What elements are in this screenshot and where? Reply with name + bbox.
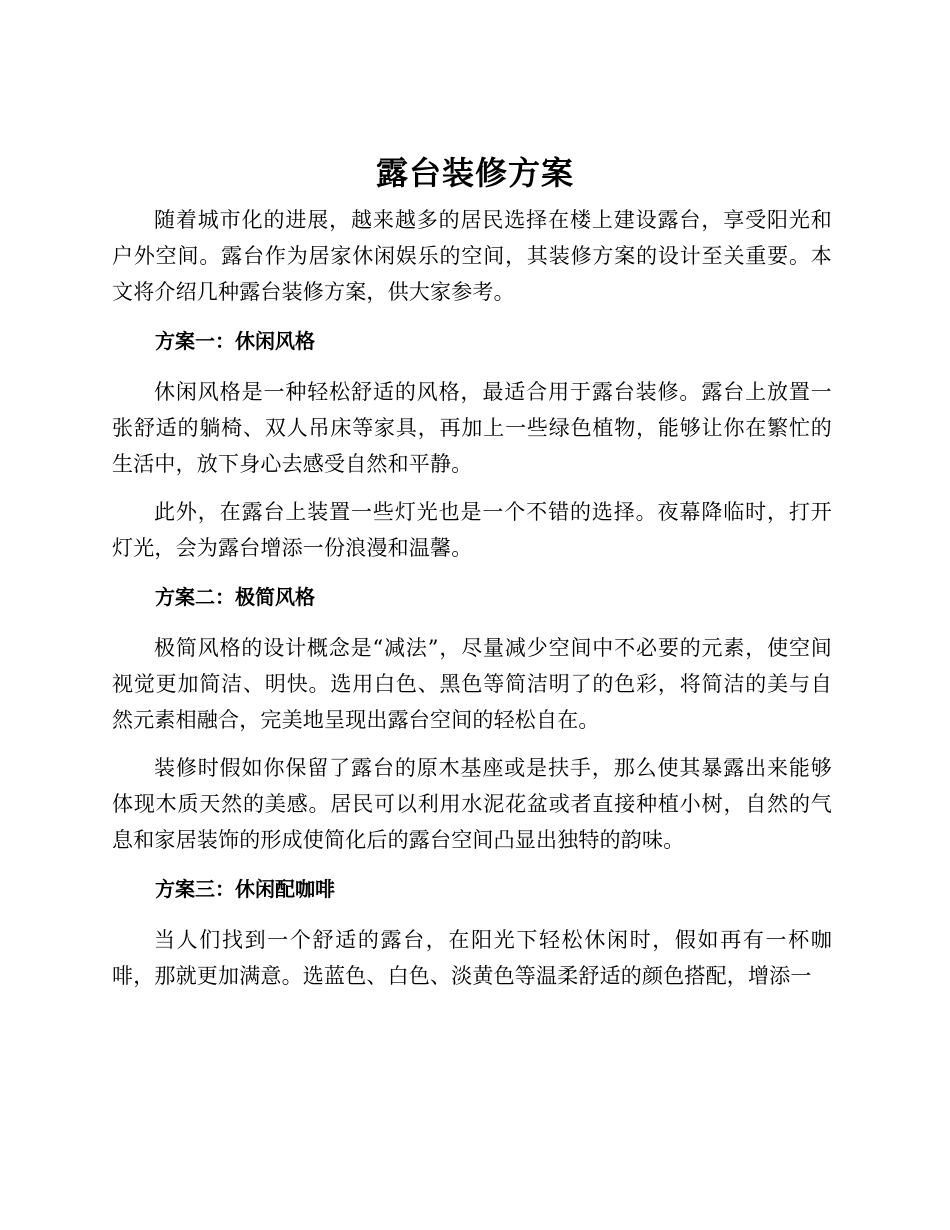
section-heading-plan-1: 方案一：休闲风格 — [155, 329, 315, 353]
body-paragraph: 此外，在露台上装置一些灯光也是一个不错的选择。夜幕降临时，打开灯光，会为露台增添一份浪漫和温馨。 — [112, 500, 832, 560]
body-paragraph: 休闲风格是一种轻松舒适的风格，最适合用于露台装修。露台上放置一张舒适的躺椅、双人吊床等家具，再加上一些绿色植物，能够让你在繁忙的生活中，放下身心去感受自然和平静。 — [112, 380, 832, 476]
intro-paragraph: 随着城市化的进展，越来越多的居民选择在楼上建设露台，享受阳光和户外空间。露台作为居家休闲娱乐的空间，其装修方案的设计至关重要。本文将介绍几种露台装修方案，供大家参考。 — [112, 208, 832, 304]
document-title: 露台装修方案 — [375, 154, 574, 192]
section-heading-plan-3: 方案三：休闲配咖啡 — [155, 877, 335, 901]
body-paragraph: 装修时假如你保留了露台的原木基座或是扶手，那么使其暴露出来能够体现木质天然的美感。居民可以利用水泥花盆或者直接种植小树，自然的气息和家居装饰的形成使简化后的露台空间凸显出独特的韵味。 — [112, 756, 832, 852]
body-paragraph: 当人们找到一个舒适的露台，在阳光下轻松休闲时，假如再有一杯咖啡，那就更加满意。选蓝色、白色、淡黄色等温柔舒适的颜色搭配，增添一 — [112, 928, 832, 988]
document-body — [112, 202, 832, 1006]
section-heading-plan-2: 方案二：极简风格 — [155, 585, 315, 609]
body-paragraph: 极简风格的设计概念是“减法”，尽量减少空间中不必要的元素，使空间视觉更加简洁、明快。选用白色、黑色等简洁明了的色彩，将简洁的美与自然元素相融合，完美地呈现出露台空间的轻松自在。 — [112, 636, 832, 732]
